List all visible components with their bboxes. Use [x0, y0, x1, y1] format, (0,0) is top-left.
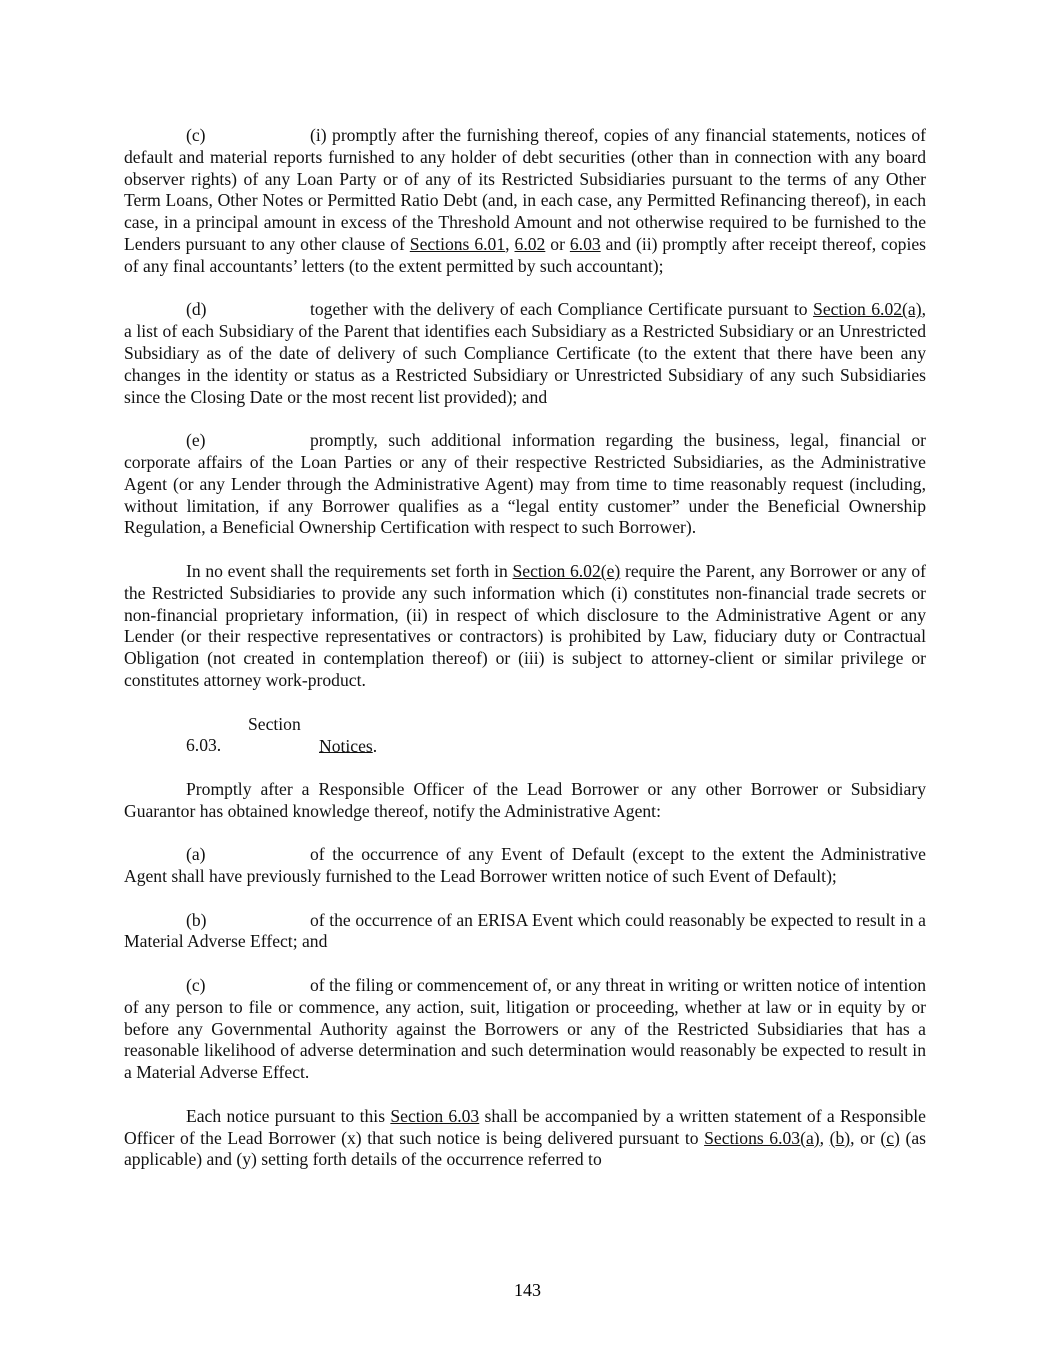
- separator: ,: [505, 233, 515, 254]
- notice-clause-b: [124, 910, 926, 954]
- paragraph-gap: [124, 888, 926, 910]
- section-number: Section 6.03.: [186, 713, 301, 756]
- clause-label-c: (c): [186, 125, 206, 145]
- clause-label-b: (b): [186, 909, 207, 930]
- paragraph-gap: [124, 278, 926, 300]
- paragraph-text: together with the delivery of each Compliance Certificate pursuant to: [310, 299, 814, 320]
- section-ref-6-02e: Section 6.02(e): [512, 560, 621, 581]
- paragraph-text: and (ii) promptly after receipt thereof, copies of any final accountants’ letters (to the extent permitted by such accountant);: [124, 233, 926, 276]
- separator: or: [545, 233, 570, 254]
- paragraph-text: Promptly after a Responsible Officer of the Lead Borrower or any other Borrower or Subsidiary Guarantor has obtained knowledge thereof, notify the Administrative Agent:: [124, 778, 926, 821]
- clause-label-d: (d): [186, 299, 207, 320]
- paragraph-text: of the occurrence of any Event of Default (except to the extent the Administrative Agent shall have previously furnished to the Lead Borrower written notice of such Event of Default);: [124, 844, 926, 887]
- paragraph-c: [124, 125, 926, 278]
- section-ref-6-03: 6.03: [569, 233, 601, 254]
- paragraph-text: (as applicable) and (y) setting forth details of the occurrence referred to: [124, 1127, 926, 1170]
- paragraph-text: shall be accompanied by a written statement of a Responsible Officer of the Lead Borrower (x) that such notice is being delivered pursuant to: [124, 1105, 926, 1148]
- paragraph-each-notice: [124, 1106, 926, 1171]
- clause-label-a: (a): [186, 844, 206, 865]
- clause-label-c: (c): [186, 975, 206, 996]
- paragraph-text: (i) promptly after the furnishing thereof, copies of any financial statements, notices of default and material reports furnished to any holder of debt securities (other than in connection with any board observer rights) of any Loan Party or of any of its Restricted Subsidiaries pursuant to the terms of any Other Term Loans, Other Notes or Permitted Ratio Debt (and, in each case, any Permitted Refinancing thereof), in each case, in a principal amount in excess of the Threshold Amount and not otherwise required to be furnished to the Lenders pursuant to any other clause of: [124, 125, 926, 254]
- section-ref-c: (c): [880, 1127, 900, 1148]
- paragraph-promptly: [124, 779, 926, 823]
- paragraph-text: of the filing or commencement of, or any threat in writing or written notice of intention of any person to file or commence, any action, suit, litigation or proceeding, whether at law or in equity by or before any Governmental Authority against the Borrowers or any of the Restricted Subsidiaries that has a reasonable likelihood of adverse determination and such determination would reasonably be expected to result in a Material Adverse Effect.: [124, 975, 926, 1083]
- paragraph-gap: [124, 823, 926, 845]
- section-ref-6-03: Section 6.03: [390, 1105, 480, 1126]
- paragraph-text: In no event shall the requirements set forth in: [186, 560, 513, 581]
- paragraph-text: , a list of each Subsidiary of the Parent that identifies each Subsidiary as a Restricted Subsidiary or an Unrestricted Subsidiary as of the date of delivery of such Compliance Certificate (to the extent that there have been any changes in the identity or status as a Restricted Subsidiary or Unrestricted Subsidiary of any such Subsidiaries since the Closing Date or the most recent list provided); and: [124, 299, 926, 407]
- paragraph-gap: [124, 408, 926, 430]
- section-ref-b: (b): [829, 1127, 851, 1148]
- clause-label-e: (e): [186, 430, 206, 451]
- paragraph-text: promptly, such additional information regarding the business, legal, financial or corporate affairs of the Loan Parties or any of their respective Restricted Subsidiaries, as the Administrative Agent (or any Lender through the Administrative Agent) may from time to time reasonably request (including, without limitation, if any Borrower qualifies as a “legal entity customer” under the Beneficial Ownership Regulation, a Beneficial Ownership Certification with respect to such Borrower).: [124, 430, 926, 538]
- paragraph-gap: [124, 1084, 926, 1106]
- section-title: Notices: [319, 735, 373, 756]
- paragraph-no-event: [124, 561, 926, 692]
- separator: ,: [819, 1127, 830, 1148]
- section-ref-6-02: 6.02: [514, 233, 546, 254]
- document-page: [124, 125, 926, 1171]
- notice-clause-c: [124, 975, 926, 1084]
- paragraph-gap: [124, 692, 926, 714]
- section-ref-6-02a: Section 6.02(a): [813, 299, 922, 320]
- separator: , or: [850, 1127, 881, 1148]
- section-ref-6-01: Sections 6.01: [409, 233, 506, 254]
- section-title-period: .: [372, 735, 378, 756]
- paragraph-text: Each notice pursuant to this: [186, 1105, 391, 1126]
- page-number: 143: [514, 1280, 541, 1300]
- paragraph-gap: [124, 953, 926, 975]
- notice-clause-a: [124, 844, 926, 888]
- paragraph-gap: [124, 539, 926, 561]
- paragraph-d: [124, 299, 926, 408]
- section-heading: [124, 714, 926, 758]
- paragraph-gap: [124, 757, 926, 779]
- paragraph-text: require the Parent, any Borrower or any of the Restricted Subsidiaries to provide any such information which (i) constitutes non-financial trade secrets or non-financial proprietary information, (ii) in respect of which disclosure to the Administrative Agent or any Lender (or their respective representatives or contractors) is prohibited by Law, fiduciary duty or Contractual Obligation (not created in contemplation thereof) or (iii) is subject to attorney-client or similar privilege or constitutes attorney work-product.: [124, 560, 926, 690]
- paragraph-e: [124, 430, 926, 539]
- section-ref-6-03a: Sections 6.03(a): [704, 1127, 820, 1148]
- paragraph-text: of the occurrence of an ERISA Event which could reasonably be expected to result in a Material Adverse Effect; and: [124, 909, 926, 952]
